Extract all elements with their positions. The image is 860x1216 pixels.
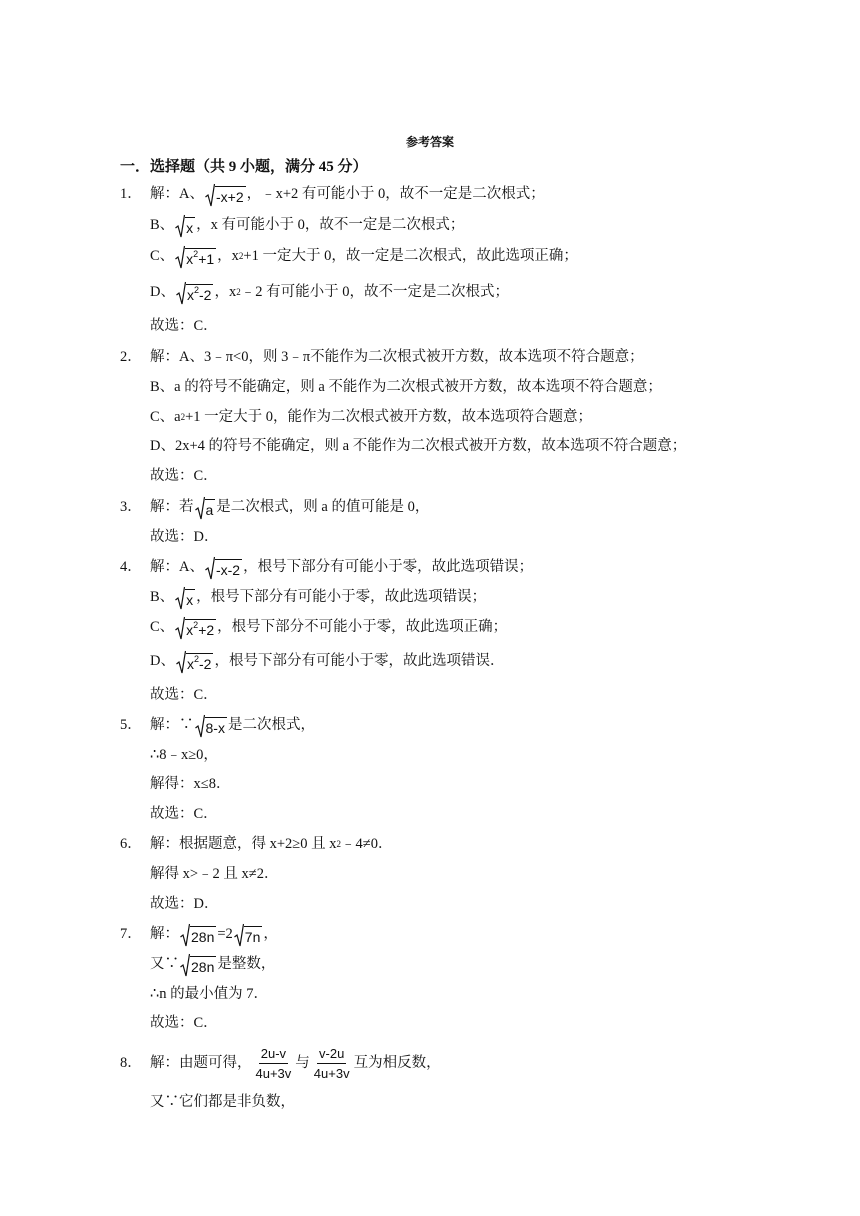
radicand <box>185 619 216 640</box>
radicand: -x-2 <box>215 559 242 580</box>
numerator: 2u-v <box>259 1046 288 1064</box>
radicand: x <box>185 217 195 238</box>
q8-number: 8． <box>120 1055 142 1071</box>
q2-line-c: C、a 2 +1 一定大于 0，能作为二次根式被开方数，故本选项符合题意； <box>150 404 592 430</box>
q1-d-text: ，x <box>214 284 237 300</box>
q3-number: 3． <box>120 499 142 515</box>
radical <box>205 554 242 580</box>
radicand <box>186 284 213 305</box>
fraction <box>312 1046 352 1081</box>
radicand-base: x <box>186 251 194 267</box>
q1-c-text: ，x <box>217 248 239 264</box>
q4-c-text: ，根号下部分不可能小于零，故此选项正确； <box>217 619 508 635</box>
q8-mid: 与 <box>295 1055 310 1071</box>
q1-line-a <box>120 181 545 207</box>
q2-line-b: B、a 的符号不能确定，则 a 不能作为二次根式被开方数，故本选项不符合题意； <box>150 379 662 395</box>
q5-line-a <box>120 712 315 738</box>
q2-a-text: 解：A、3﹣π<0，则 3﹣π不能作为二次根式被开方数，故本选项不符合题意； <box>150 349 644 365</box>
q5-prefix: 解：∵ <box>150 717 194 733</box>
radicand: 7n <box>244 926 263 947</box>
radicand-base: x <box>186 656 194 672</box>
numerator: v-2u <box>317 1046 346 1064</box>
radicand-base: x <box>186 287 194 303</box>
radical <box>175 584 195 610</box>
q1-c-prefix: C、 <box>150 248 175 264</box>
q8-prefix: 解：由题可得， <box>150 1055 252 1071</box>
q5-line-b: ∴8﹣x≥0， <box>150 747 218 763</box>
q1-c-text-rest: +1 一定大于 0，故一定是二次根式，故此选项正确； <box>243 248 578 264</box>
radicand: 28n <box>190 956 216 977</box>
q4-line-a <box>120 554 533 580</box>
q4-b-text: ，根号下部分有可能小于零，故此选项错误； <box>196 589 487 605</box>
q6-line-a: 6． 解：根据题意，得 x+2≥0 且 x 2 ﹣4≠0． <box>120 831 392 857</box>
q4-line-d <box>150 648 504 674</box>
q5-line-c: 解得：x≤8． <box>150 776 231 792</box>
exponent: 2 <box>193 249 199 259</box>
q6-text-rest: ﹣4≠0． <box>341 836 393 852</box>
exponent: 2 <box>193 285 199 295</box>
q8-text: 互为相反数， <box>353 1055 441 1071</box>
q1-b-prefix: B、 <box>150 217 175 233</box>
q1-a-text: ，﹣x+2 有可能小于 0，故不一定是二次根式； <box>246 186 545 202</box>
q7-comma: ， <box>263 926 278 942</box>
q1-b-text: ，x 有可能小于 0，故不一定是二次根式； <box>196 217 465 233</box>
page-title: 参考答案 <box>405 135 454 149</box>
q2-line-d: D、2x+4 的符号不能确定，则 a 不能作为二次根式被开方数，故本选项不符合题意； <box>150 438 687 454</box>
q3-prefix: 解：若 <box>150 499 194 515</box>
radicand <box>185 248 216 269</box>
q2-number: 2． <box>120 349 142 365</box>
radicand <box>186 653 213 674</box>
q2-line-a <box>120 344 644 370</box>
radicand-tail: +2 <box>198 622 215 638</box>
q6-text: 解：根据题意，得 x+2≥0 且 x <box>150 836 337 852</box>
radical <box>175 212 195 238</box>
q8-line-b: 又∵它们都是非负数， <box>150 1094 295 1110</box>
q1-number: 1． <box>120 186 142 202</box>
q7-b-text: 是整数， <box>217 956 276 972</box>
section-heading: 一．选择题（共 9 小题，满分 45 分） <box>120 159 368 175</box>
radical <box>195 712 227 738</box>
denominator: 4u+3v <box>255 1065 292 1081</box>
q6-line-b: 解得 x>﹣2 且 x≠2． <box>150 866 279 882</box>
q2-c-text: C、a <box>150 409 181 425</box>
q4-d-prefix: D、 <box>150 653 175 669</box>
q4-line-b <box>150 584 486 610</box>
q1-d-prefix: D、 <box>150 284 175 300</box>
radicand: x <box>185 589 195 610</box>
denominator: 4u+3v <box>313 1065 350 1081</box>
q1-line-c: C、 $x^2+1$ ，x 2 +1 一定大于 0，故一定是二次根式，故此选项正确； <box>150 243 578 269</box>
q5-number: 5． <box>120 717 142 733</box>
q1-line-d: D、 $x^2-2$ ，x 2 ﹣2 有可能小于 0，故不一定是二次根式； <box>150 279 509 305</box>
exponent: 2 <box>193 654 199 664</box>
radicand: -x+2 <box>215 186 246 207</box>
q4-line-c <box>150 614 507 640</box>
radical <box>180 951 216 977</box>
q7-equals: =2 <box>217 926 233 942</box>
q4-a-text: ，根号下部分有可能小于零，故此选项错误； <box>243 559 534 575</box>
q4-a-prefix: 解：A、 <box>150 559 204 575</box>
q3-text: 是二次根式，则 a 的值可能是 0， <box>216 499 430 515</box>
fraction <box>254 1046 294 1081</box>
q7-b-prefix: 又∵ <box>150 956 179 972</box>
radical <box>175 243 216 269</box>
radical <box>176 279 213 305</box>
q1-line-b <box>150 212 464 238</box>
q7-number: 7． <box>120 926 142 942</box>
radical <box>176 648 213 674</box>
q4-number: 4． <box>120 559 142 575</box>
radicand-tail: -2 <box>199 287 212 303</box>
radicand: 28n <box>190 926 216 947</box>
q1-a-prefix: 解：A、 <box>150 186 204 202</box>
radicand: 8-x <box>205 717 227 738</box>
q4-d-text: ，根号下部分有可能小于零，故此选项错误． <box>214 653 505 669</box>
radicand-tail: -2 <box>199 656 212 672</box>
q5-answer: 故选：C． <box>150 806 218 822</box>
q4-b-prefix: B、 <box>150 589 175 605</box>
q4-c-prefix: C、 <box>150 619 175 635</box>
q6-answer: 故选：D． <box>150 896 219 912</box>
radicand-tail: +1 <box>198 251 215 267</box>
radicand: a <box>205 499 216 520</box>
q7-prefix: 解： <box>150 926 179 942</box>
q7-line-c: ∴n 的最小值为 7． <box>150 986 268 1002</box>
radical <box>234 921 263 947</box>
radical <box>180 921 216 947</box>
q2-c-text-rest: +1 一定大于 0，能作为二次根式被开方数，故本选项符合题意； <box>185 409 593 425</box>
q7-line-b <box>150 951 275 977</box>
q3-answer: 故选：D． <box>150 529 219 545</box>
q6-number: 6． <box>120 836 142 852</box>
q7-line-a <box>120 921 278 947</box>
radicand-base: x <box>186 622 194 638</box>
q3-line-a <box>120 494 429 520</box>
q4-answer: 故选：C． <box>150 687 218 703</box>
radical <box>205 181 246 207</box>
q8-line-a <box>120 1043 441 1083</box>
q5-text: 是二次根式， <box>227 717 315 733</box>
radical <box>195 494 216 520</box>
exponent: 2 <box>193 620 199 630</box>
q1-d-text-rest: ﹣2 有可能小于 0，故不一定是二次根式； <box>240 284 509 300</box>
q2-answer: 故选：C． <box>150 468 218 484</box>
q7-answer: 故选：C． <box>150 1015 218 1031</box>
radical <box>175 614 216 640</box>
q1-answer: 故选：C． <box>150 318 218 334</box>
